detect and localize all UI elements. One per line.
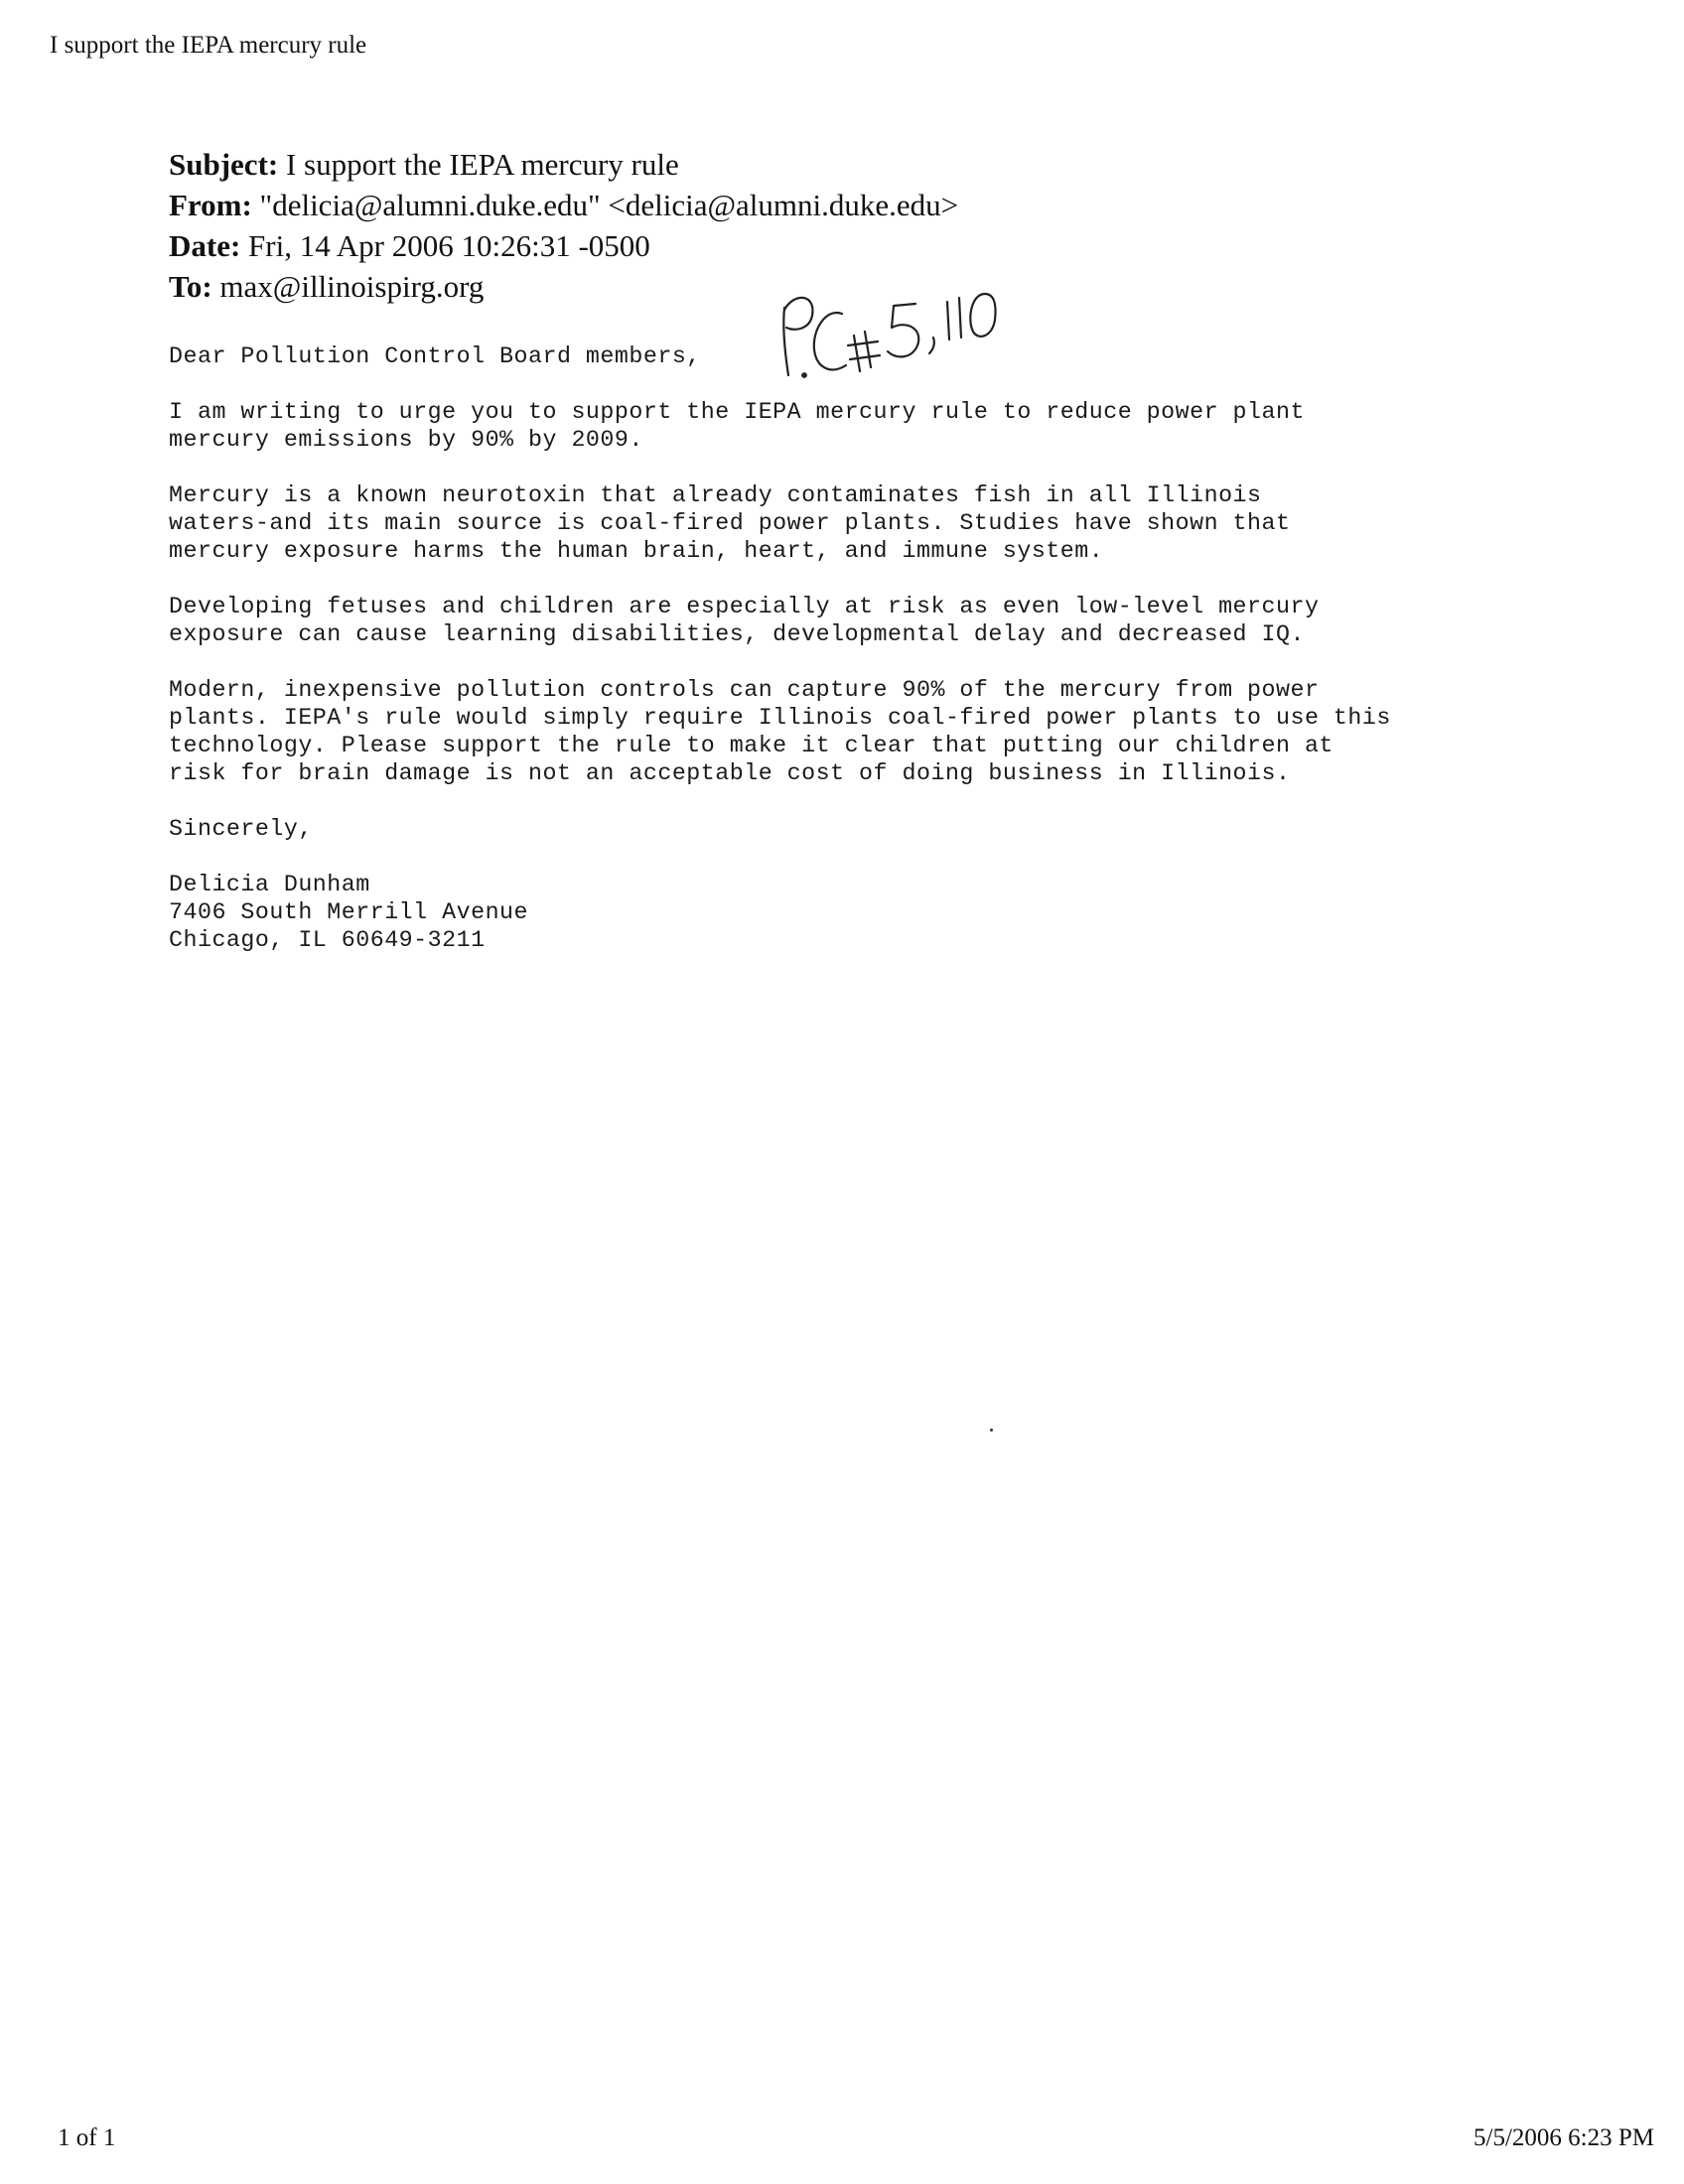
to-value: max@illinoispirg.org bbox=[219, 269, 485, 304]
salutation: Dear Pollution Control Board members, bbox=[169, 343, 701, 369]
date-label: Date: bbox=[169, 228, 241, 263]
email-body bbox=[169, 342, 1391, 954]
subject-label: Subject: bbox=[169, 147, 279, 182]
date-row bbox=[169, 225, 958, 266]
from-row bbox=[169, 185, 958, 225]
date-value: Fri, 14 Apr 2006 10:26:31 -0500 bbox=[248, 228, 650, 263]
signature-block bbox=[169, 871, 1391, 954]
scan-speck bbox=[990, 1429, 993, 1432]
print-timestamp: 5/5/2006 6:23 PM bbox=[1474, 2124, 1654, 2151]
from-label: From: bbox=[169, 188, 252, 222]
subject-value: I support the IEPA mercury rule bbox=[285, 147, 679, 182]
to-label: To: bbox=[169, 269, 212, 304]
body-paragraph: Modern, inexpensive pollution controls can capture 90% of the mercury from power plants. IEPA's rule would simply require Illinois coal-fired power plants to use this technology. Please support the rule to make it clear that putting our children at risk for brain damage is not an acceptable cost of doing business in Illinois. bbox=[169, 677, 1391, 786]
body-paragraph: Developing fetuses and children are especially at risk as even low-level mercury exposure can cause learning disabilities, developmental delay and decreased IQ. bbox=[169, 594, 1320, 647]
signature-name: Delicia Dunham bbox=[169, 872, 370, 897]
print-header-title: I support the IEPA mercury rule bbox=[50, 32, 367, 59]
subject-row bbox=[169, 144, 958, 185]
page-count: 1 of 1 bbox=[58, 2124, 116, 2151]
signature-address-line2: Chicago, IL 60649-3211 bbox=[169, 927, 486, 953]
signature-address-line1: 7406 South Merrill Avenue bbox=[169, 899, 529, 925]
body-paragraph: Mercury is a known neurotoxin that already contaminates fish in all Illinois waters-and its main source is coal-fired power plants. Studies have shown that mercury exposure harms the human brain, heart, and immune system. bbox=[169, 482, 1291, 564]
body-paragraph: I am writing to urge you to support the IEPA mercury rule to reduce power plant mercury emissions by 90% by 2009. bbox=[169, 399, 1305, 453]
from-value: "delicia@alumni.duke.edu" <delicia@alumni.duke.edu> bbox=[259, 188, 959, 222]
closing: Sincerely, bbox=[169, 816, 313, 842]
